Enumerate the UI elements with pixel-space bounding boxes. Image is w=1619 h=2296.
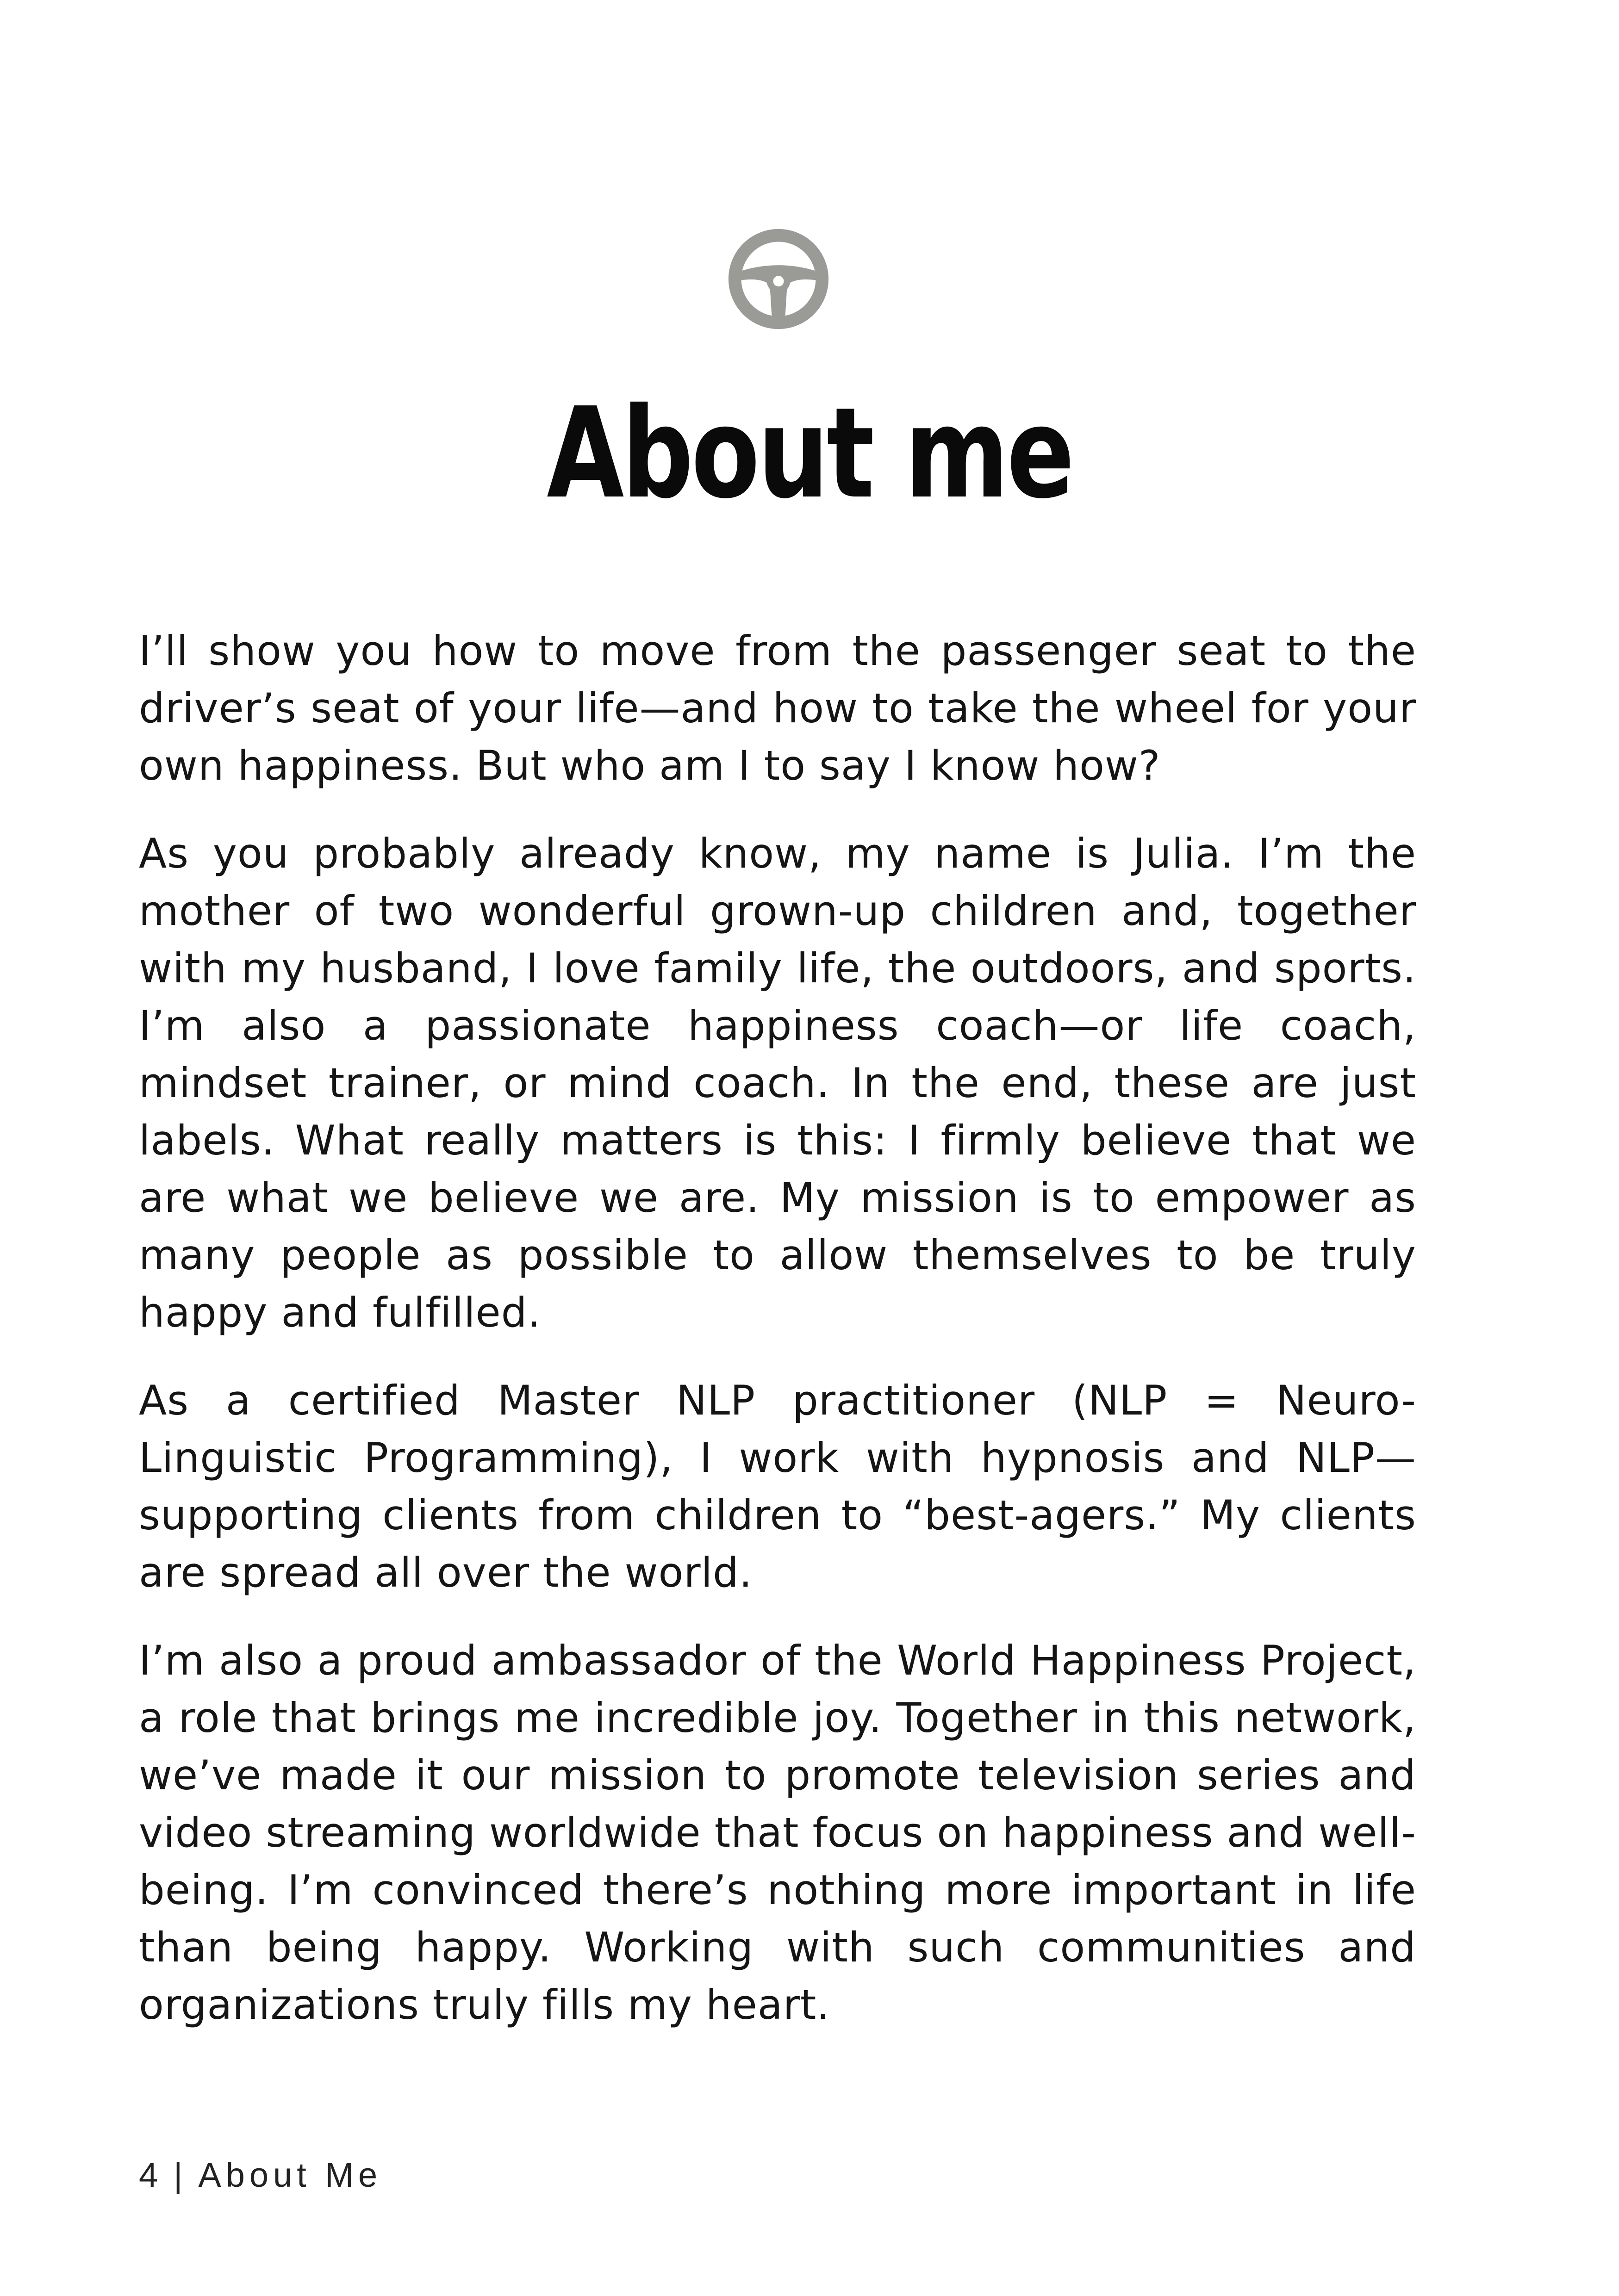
paragraph: As a certified Master NLP practitioner (NLP = Neuro-Linguistic Programming), I work with hypnosis and NLP—supporting clients from children to “best-agers.” My clients are spread all over the world.	[139, 1377, 1416, 1596]
body-text	[139, 622, 1416, 2064]
page-number: 4	[139, 2156, 163, 2194]
page-title: About me	[547, 380, 1072, 526]
page-footer	[139, 2154, 382, 2196]
paragraph: I’ll show you how to move from the passenger seat to the driver’s seat of your life—and how to take the wheel for your own happiness. But who am I to say I know how?	[139, 627, 1416, 789]
footer-separator: |	[174, 2156, 187, 2194]
footer-section-title: About Me	[198, 2156, 382, 2194]
paragraph: I’m also a proud ambassador of the World Happiness Project, a role that brings me incredible joy. Together in this network, we’ve made it our mission to promote television series and video streaming worldwide that focus on happiness and well-being. I’m convinced there’s nothing more important in life than being happy. Working with such communities and organizations truly fills my heart.	[139, 1637, 1416, 2029]
paragraph: As you probably already know, my name is Julia. I’m the mother of two wonderful grown-up children and, together with my husband, I love family life, the outdoors, and sports. I’m also a passionate happiness coach—or life coach, mindset trainer, or mind coach. In the end, these are just labels. What really matters is this: I firmly believe that we are what we believe we are. My mission is to empower as many people as possible to allow themselves to be truly happy and fulfilled.	[139, 830, 1416, 1336]
steering-wheel-icon	[725, 226, 832, 332]
